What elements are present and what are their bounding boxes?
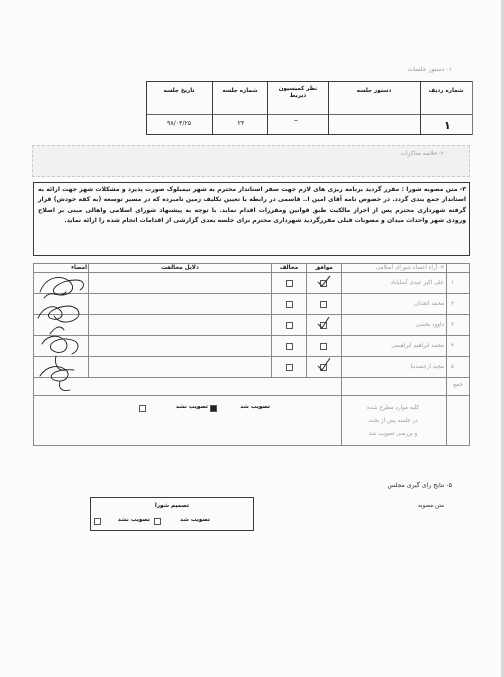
votes-not-approved-label: تصویب نشد [175,404,208,410]
resolution-text: ۳- متن مصوبه شورا : مقرر گردید برنامه ریزی های لازم جهت سفر استاندار محترم به شهر نیمبلوک صورت پذیرد و مشکلات شهر جهت ارائه به استاندار جمع بندی گردد. در خصوص نامه آقای امین ا.. قاسمی در رابطه با تعیین تکلیف زمین نامبرده که در مسیر توسعه (به کفه خودش) قرار گرفته شهرداری محترم پس از احراز مالکیت طبق قوانین ومقررات اقدام نماید. با توجه به پیشنهاد شورای اسلامی واهالی مبنی بر اصلاح ورودی شهر واحداث میدان و مصوبات قبلی مقررگردید شهرداری محترم برای جلسه بعدی گزارشی از اقدامات انجام شده را ارائه نماید. [38,186,466,225]
summary-line-2: در جلسه پس از بحث [368,418,418,424]
section-4-title: ۴- آراء اعضاء شورای اسلامی [375,265,444,271]
member-5-name: مجید ارجمندنیا [410,364,444,370]
votes-approved-label: تصویب شد [240,404,270,410]
member-4-number: ۴ [451,343,455,349]
header-opposition-reasons: دلایل مخالفت [161,265,199,271]
header-agenda: دستور جلسه [356,88,392,94]
row-number-value: ۱ [444,119,451,132]
member-1-name: علی اکبر عیدی آسایاباد [390,280,444,286]
member-3-name: داوود بخشی [415,322,444,328]
decision-not-approved-checkbox[interactable] [94,518,101,525]
section-2-title: ۲- خلاصه مذاکرات [400,151,444,157]
summary-label: جمع [453,382,463,388]
section-1-title: ۱- دستور جلسات [407,66,452,73]
session-date-value: ۹۸/۰۳/۲۵ [166,120,192,127]
member-4-name: محمد ابراهیم ابراهیمی [391,343,444,349]
header-session-date: تاریخ جلسه [163,88,195,94]
decision-approved-checkbox[interactable] [154,518,161,525]
section-5-title: ۵- نتایج رای گیری مجلس [387,482,452,489]
member-3-number: ۳ [451,322,455,328]
member-2-number: ۲ [451,301,455,307]
resolution-label: متن مصوبه [417,503,444,509]
summary-line-3: و بررسی تصویب شد [368,431,418,437]
decision-not-approved-label: تصویب نشد [117,517,150,523]
summary-line-1: کلیه موارد مطرح شده [366,405,419,411]
member-2-name: محمد انجدان [414,301,444,307]
member-1-number: ۱ [451,280,455,286]
committee-opinion-value: ــ [294,116,298,123]
header-agree: موافق [315,265,333,271]
header-row-number: شماره ردیف [428,88,464,94]
header-signature: امضاء [71,265,87,271]
session-number-value: ۲۴ [237,120,245,127]
header-oppose: مخالف [279,265,299,271]
header-committee-opinion: نظر کمیسیون ذیربط [278,86,318,99]
member-5-number: ۵ [451,364,455,370]
decision-title: تصمیم شورا [154,503,190,509]
header-session-number: شماره جلسه [222,88,258,94]
decision-approved-label: تصویب شد [180,517,210,523]
